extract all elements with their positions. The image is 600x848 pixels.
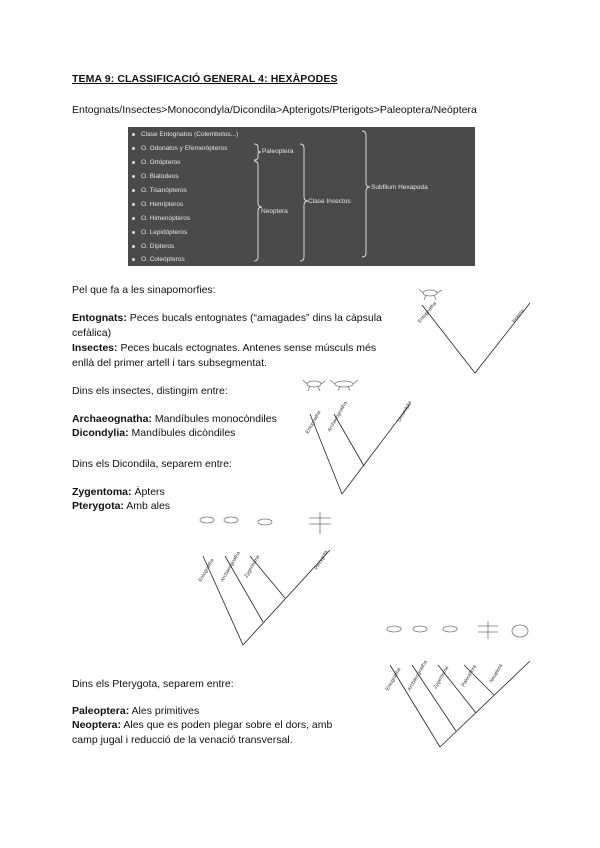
insect-silhouette-icon <box>419 289 442 300</box>
dicondylia-paragraph: Dicondylia: Mandíbules dicòndiles <box>72 427 236 439</box>
table-row: O. Dípteros <box>132 243 174 250</box>
clado2-taxon-2: Archaeognatha <box>326 400 349 433</box>
clado3-taxon-2: Archaeognatha <box>219 550 242 583</box>
clado4-taxon-1: Entognatha <box>384 666 403 692</box>
table-row: O. Tisanópteros <box>132 187 187 194</box>
neoptera-label: Neoptera <box>261 208 288 215</box>
table-row: O. Blatodeos <box>132 173 179 180</box>
table-row: O. Himenópteros <box>132 215 190 222</box>
clado3-taxon-1: Entognatha <box>197 557 216 583</box>
clado4-taxon-4: Paleoptera <box>460 664 478 688</box>
table-row: O. Odonatos y Efemerópteros <box>132 145 227 152</box>
insects-label: Clase Insectos <box>308 198 351 205</box>
synapomorphies-intro: Pel que fa a les sinapomorfies: <box>72 284 216 296</box>
classification-path: Entognats/Insectes>Monocondyla/Dicondila>Apterigots/Pterigots>Paleoptera/Neòptera <box>72 104 477 116</box>
clado3-taxon-4: Pterygota <box>313 549 330 571</box>
paleoptera-label: Paleoptera <box>262 148 294 155</box>
pterygota-intro: Dins els Pterygota, separem entre: <box>72 678 234 690</box>
cladogram-1 <box>410 283 540 383</box>
clado1-taxon-2: Insecta <box>510 308 526 325</box>
clado4-taxon-5: Neoptera <box>488 663 505 684</box>
insectes-paragraph: Insectes: Peces bucals ectognates. Antenes sense músculs més enllà del primer artell i tars subsegmentat. <box>72 342 377 369</box>
insects-intro: Dins els insectes, distingim entre: <box>72 385 228 397</box>
clado4-taxon-2: Archaeognatha <box>406 659 429 692</box>
hexapoda-label: Subfilum Hexapoda <box>371 184 428 191</box>
table-row: O. Lepidópteros <box>132 229 187 236</box>
dicondila-intro: Dins els Dicondila, separem entre: <box>72 458 232 470</box>
table-brackets <box>128 127 475 266</box>
table-row: O. Hemípteros <box>132 201 183 208</box>
insect-silhouette-icon <box>303 380 358 391</box>
paleoptera-paragraph: Paleoptera: Ales primitives <box>72 705 200 717</box>
neoptera-paragraph: Neoptera: Ales que es poden plegar sobre el dors, amb camp jugal i reducció de la venació transversal. <box>72 719 333 746</box>
cladogram-3 <box>195 510 345 650</box>
cladogram-2 <box>300 374 430 499</box>
table-row: O. Ortópteros <box>132 159 180 166</box>
archaeognatha-paragraph: Archaeognatha: Mandíbules monocòndiles <box>72 413 277 425</box>
table-row: O. Coleópteros <box>132 256 185 263</box>
cladogram-4 <box>380 617 545 752</box>
insect-silhouette-icon <box>200 512 331 534</box>
table-row: Clase Entognatos (Colembolos...) <box>132 131 238 138</box>
clado1-taxon-1: Entognatha <box>416 300 438 325</box>
clado4-taxon-3: Zygentoma <box>432 665 451 690</box>
page-title: TEMA 9: CLASSIFICACIÓ GENERAL 4: HEXÀPODES <box>72 73 338 85</box>
zygentoma-paragraph: Zygentoma: Àpters <box>72 486 165 498</box>
clado3-taxon-3: Zygentoma <box>243 554 262 579</box>
classification-table <box>128 127 475 266</box>
clado2-taxon-1: Entognatha <box>304 409 323 435</box>
pterygota-paragraph: Pterygota: Amb ales <box>72 500 171 512</box>
insect-silhouette-icon <box>387 621 528 639</box>
entognats-paragraph: Entognats: Peces bucals entognates (“amagades” dins la càpsula cefàlica) <box>72 312 382 339</box>
clado2-taxon-3: Dicondylia <box>396 400 414 423</box>
